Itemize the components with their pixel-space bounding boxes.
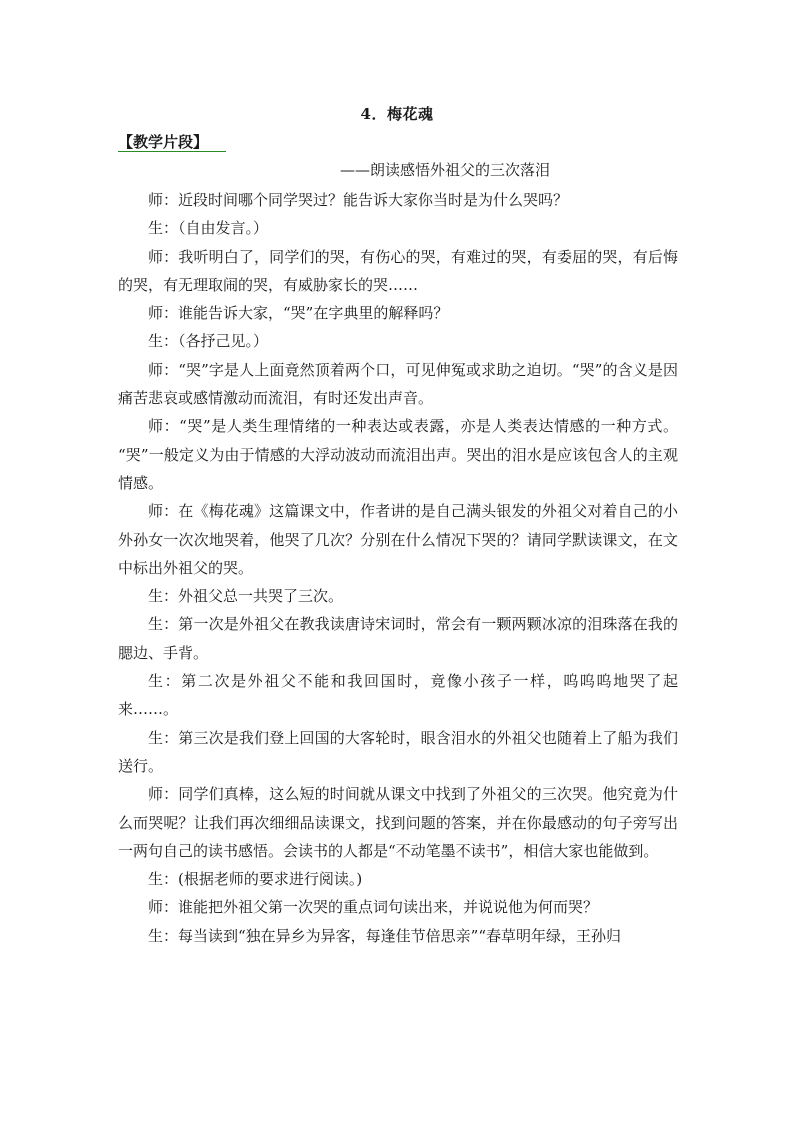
section-label: 【教学片段】	[118, 133, 226, 152]
paragraph: 师：近段时间哪个同学哭过？能告诉大家你当时是为什么哭吗？	[148, 191, 569, 209]
paragraph: 师：同学们真棒，这么短的时间就从课文中找到了外祖父的三次哭。他究竟为什么而哭呢？让我们再次细细品读课文，找到问题的答案，并在你最感动的句子旁写出一两句自己的读书感悟。会读书的人都是“不动笔墨不读书”，相信大家也能做到。	[118, 785, 678, 860]
paragraph: 生：第三次是我们登上回国的大客轮时，眼含泪水的外祖父也随着上了船为我们送行。	[118, 728, 678, 775]
paragraph: 生：（各抒己见。）	[148, 332, 269, 351]
paragraph: 师：我听明白了，同学们的哭，有伤心的哭，有难过的哭，有委屈的哭，有后悔的哭，有无理取闹的哭，有威胁家长的哭……	[118, 247, 678, 294]
paragraph: 生：第二次是外祖父不能和我回国时，竟像小孩子一样，呜呜呜地哭了起来……。	[118, 672, 678, 719]
paragraph: 师：“哭”是人类生理情绪的一种表达或表露，亦是人类表达情感的一种方式。 “哭”一般定义为由于情感的大浮动波动而流泪出声。哭出的泪水是应该包含人的主观情感。	[118, 417, 678, 492]
paragraph: 师：谁能把外祖父第一次哭的重点词句读出来，并说说他为何而哭？	[148, 898, 599, 917]
document-title: 4．梅花魂	[360, 105, 434, 123]
paragraph: 生：（自由发言。）	[148, 219, 269, 238]
document-subtitle: ——朗读感悟外祖父的三次落泪	[340, 161, 551, 179]
paragraph: 生：(根据老师的要求进行阅读。)	[148, 870, 363, 889]
paragraph: 师：在《梅花魂》这篇课文中，作者讲的是自己满头银发的外祖父对着自己的小外孙女一次次地哭着，他哭了几次？分别在什么情况下哭的？请同学默读课文，在文中标出外祖父的哭。	[118, 502, 678, 577]
paragraph: 师：“哭”字是人上面竟然顶着两个口，可见伸冤或求助之迫切。“哭”的含义是因痛苦悲哀或感情激动而流泪，有时还发出声音。	[118, 360, 678, 408]
document-body	[118, 186, 678, 950]
paragraph: 生：每当读到“独在异乡为异客，每逢佳节倍思亲”“春草明年绿，王孙归	[148, 926, 622, 945]
paragraph: 生：第一次是外祖父在教我读唐诗宋词时，常会有一颗两颗冰凉的泪珠落在我的腮边、手背。	[118, 615, 678, 662]
paragraph: 生：外祖父总一共哭了三次。	[148, 587, 344, 606]
paragraph: 师：谁能告诉大家，“哭”在字典里的解释吗？	[148, 304, 449, 323]
